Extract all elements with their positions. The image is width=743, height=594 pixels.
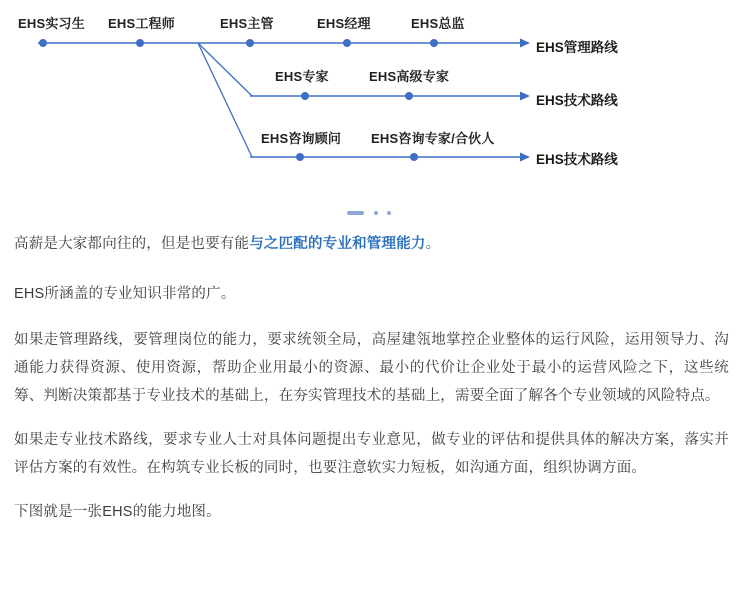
article-body (0, 230, 743, 526)
paragraph-salary (14, 230, 729, 258)
track-label-consulting: EHS技术路线 (536, 152, 618, 167)
node-label-expert: EHS专家 (275, 69, 329, 84)
separator-dots (0, 204, 743, 222)
node-label-director: EHS总监 (411, 16, 465, 31)
track-label-management: EHS管理路线 (536, 40, 618, 55)
track-label-technical: EHS技术路线 (536, 93, 618, 108)
paragraph-knowledge-scope: EHS所涵盖的专业知识非常的广。 (14, 286, 236, 302)
paragraph-management-track: 如果走管理路线，要管理岗位的能力，要求统领全局，高屋建瓴地掌控企业整体的运行风险，运用领导力、沟通能力获得资源、使用资源，帮助企业用最小的资源、最小的代价让企业处于最小的运营风险之下，这些统筹、判断决策都基于专业技术的基础上，在夯实管理技术的基础上，需要全面了解各个专业领域的风险特点。 (14, 332, 729, 404)
paragraph-salary-lead: 高薪是大家都向往的，但是也要有能 (14, 236, 250, 252)
node-label-supervisor: EHS主管 (220, 16, 274, 31)
career-path-diagram (0, 0, 743, 190)
separator-dot-icon (387, 211, 391, 215)
separator-dash-icon (347, 211, 364, 215)
separator-dot-icon (374, 211, 378, 215)
node-label-consulting-partner: EHS咨询专家/合伙人 (371, 131, 495, 146)
node-label-intern: EHS实习生 (18, 16, 85, 31)
node-label-engineer: EHS工程师 (108, 16, 175, 31)
node-label-manager: EHS经理 (317, 16, 371, 31)
section-separator (0, 190, 743, 230)
node-label-consultant: EHS咨询顾问 (261, 131, 342, 146)
paragraph-technical-track: 如果走专业技术路线，要求专业人士对具体问题提出专业意见，做专业的评估和提供具体的解决方案，落实并评估方案的有效性。在构筑专业长板的同时，也要注意软实力短板，如沟通方面，组织协调方面。 (14, 432, 729, 476)
node-label-senior-expert: EHS高级专家 (369, 69, 450, 84)
paragraph-salary-tail: 。 (425, 236, 441, 252)
paragraph-salary-highlight: 与之匹配的专业和管理能力 (249, 236, 426, 252)
paragraph-capability-map: 下图就是一张EHS的能力地图。 (14, 504, 221, 520)
